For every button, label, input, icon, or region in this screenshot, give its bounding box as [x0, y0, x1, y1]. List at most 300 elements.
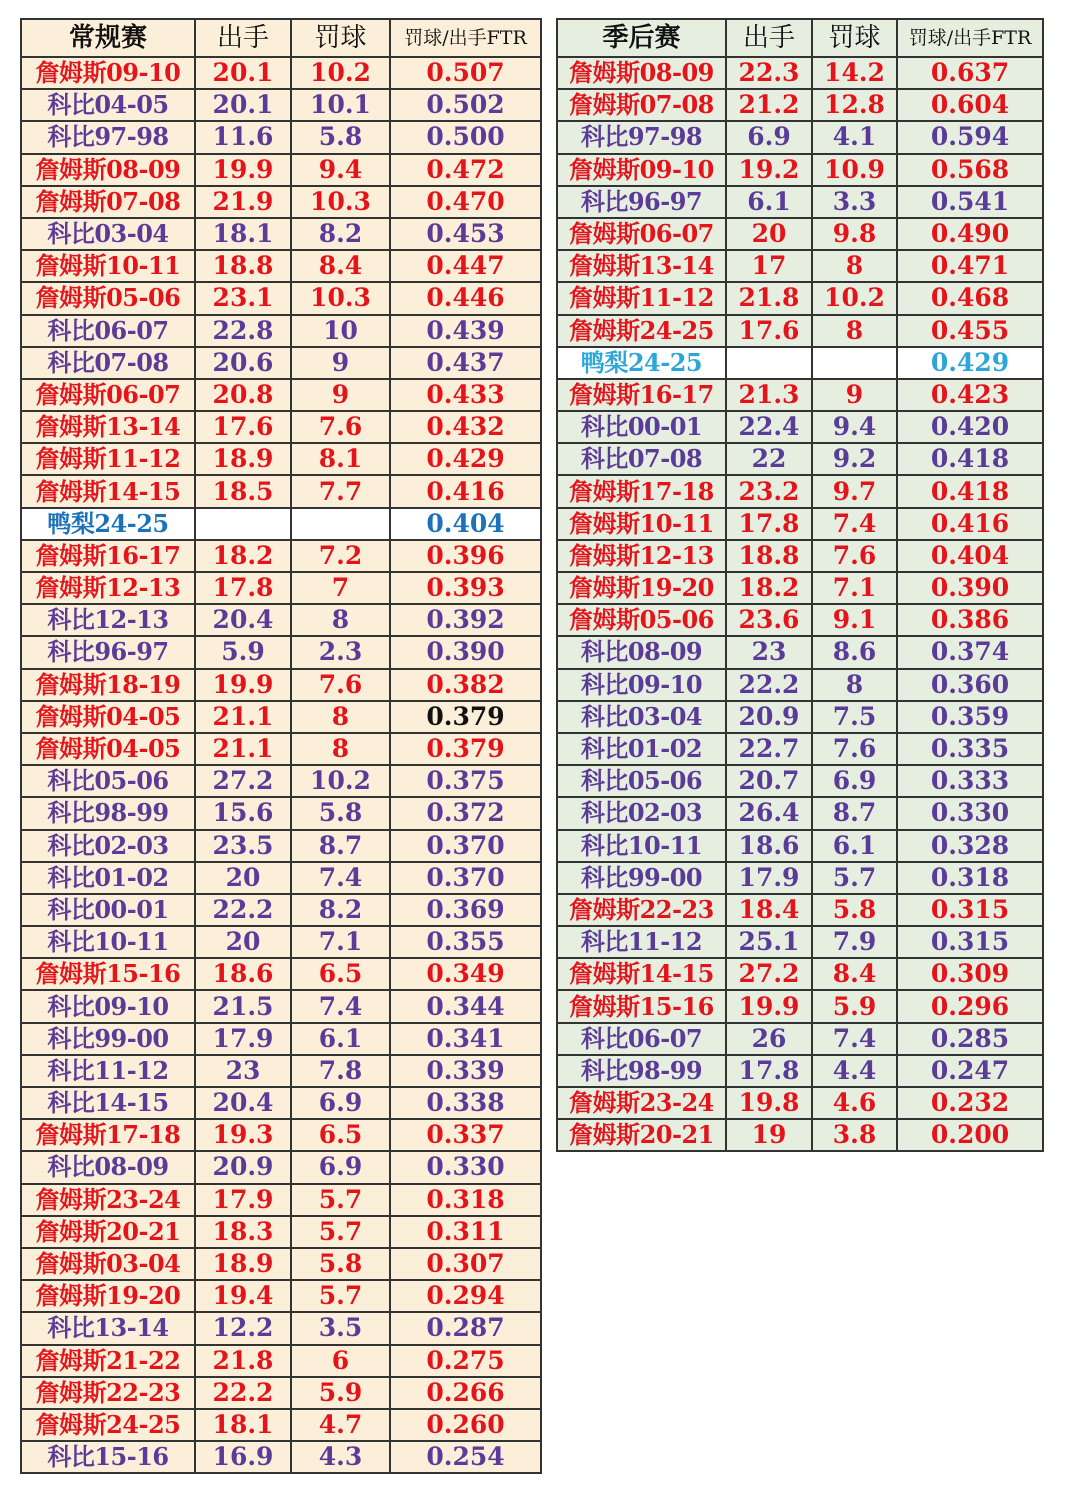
cell-fta: 8 — [812, 315, 897, 347]
cell-fta: 9 — [812, 379, 897, 411]
table-row — [21, 540, 541, 572]
playoffs-table — [556, 18, 1044, 1152]
cell-fga: 18.4 — [726, 894, 812, 926]
cell-player-season: 科比03-04 — [21, 218, 195, 250]
cell-fta: 4.6 — [812, 1087, 897, 1119]
cell-player-season: 科比04-05 — [21, 89, 195, 121]
cell-ftr: 0.335 — [897, 733, 1043, 765]
cell-player-season: 詹姆斯17-18 — [557, 475, 726, 507]
cell-fta: 5.7 — [291, 1184, 390, 1216]
cell-ftr: 0.416 — [390, 475, 541, 507]
cell-ftr: 0.360 — [897, 669, 1043, 701]
cell-player-season: 科比02-03 — [21, 830, 195, 862]
table-row — [21, 1248, 541, 1280]
cell-ftr: 0.437 — [390, 347, 541, 379]
cell-fga: 20.7 — [726, 765, 812, 797]
cell-fga: 19.9 — [195, 154, 291, 186]
cell-ftr: 0.604 — [897, 89, 1043, 121]
cell-ftr: 0.453 — [390, 218, 541, 250]
cell-fga: 18.3 — [195, 1216, 291, 1248]
table-row — [21, 862, 541, 894]
table-row — [557, 797, 1043, 829]
cell-ftr: 0.541 — [897, 186, 1043, 218]
cell-ftr: 0.420 — [897, 411, 1043, 443]
table-row — [21, 797, 541, 829]
cell-ftr: 0.309 — [897, 958, 1043, 990]
table-row — [21, 154, 541, 186]
cell-fta: 6.1 — [291, 1023, 390, 1055]
cell-fga: 17.6 — [726, 315, 812, 347]
cell-ftr: 0.439 — [390, 315, 541, 347]
cell-player-season: 詹姆斯23-24 — [557, 1087, 726, 1119]
cell-fga: 20.1 — [195, 89, 291, 121]
cell-player-season: 科比10-11 — [557, 830, 726, 862]
cell-fta — [812, 347, 897, 379]
cell-ftr: 0.254 — [390, 1441, 541, 1473]
cell-player-season: 科比08-09 — [21, 1151, 195, 1183]
cell-ftr: 0.333 — [897, 765, 1043, 797]
table-row — [557, 733, 1043, 765]
cell-player-season: 詹姆斯22-23 — [21, 1377, 195, 1409]
cell-player-season: 詹姆斯09-10 — [21, 57, 195, 89]
cell-ftr: 0.349 — [390, 958, 541, 990]
cell-fta: 7.1 — [291, 926, 390, 958]
cell-player-season: 科比07-08 — [21, 347, 195, 379]
cell-ftr: 0.502 — [390, 89, 541, 121]
regular-season-table — [20, 18, 542, 1474]
cell-fta: 8 — [812, 669, 897, 701]
cell-fta: 7.6 — [291, 411, 390, 443]
cell-player-season: 詹姆斯11-12 — [557, 282, 726, 314]
cell-ftr: 0.432 — [390, 411, 541, 443]
cell-player-season: 詹姆斯13-14 — [21, 411, 195, 443]
table-row — [21, 1345, 541, 1377]
header-season: 常规赛 — [21, 19, 195, 57]
cell-fga: 6.1 — [726, 186, 812, 218]
cell-player-season: 詹姆斯13-14 — [557, 250, 726, 282]
cell-fga: 17.6 — [195, 411, 291, 443]
cell-fga: 18.9 — [195, 443, 291, 475]
cell-ftr: 0.330 — [897, 797, 1043, 829]
cell-fga: 19.8 — [726, 1087, 812, 1119]
cell-fta: 7.4 — [812, 1023, 897, 1055]
cell-fta: 9.7 — [812, 475, 897, 507]
table-row — [21, 604, 541, 636]
cell-fga: 17.9 — [726, 862, 812, 894]
cell-fga: 18.8 — [195, 250, 291, 282]
table-row — [21, 443, 541, 475]
cell-player-season: 詹姆斯07-08 — [557, 89, 726, 121]
cell-ftr: 0.275 — [390, 1345, 541, 1377]
table-row — [21, 315, 541, 347]
table-row — [21, 958, 541, 990]
table-row — [557, 250, 1043, 282]
table-row — [557, 1023, 1043, 1055]
cell-fga: 19.9 — [195, 669, 291, 701]
cell-fta: 3.8 — [812, 1119, 897, 1151]
cell-fta: 8.7 — [812, 797, 897, 829]
cell-player-season: 科比08-09 — [557, 636, 726, 668]
cell-ftr: 0.330 — [390, 1151, 541, 1183]
cell-ftr: 0.296 — [897, 990, 1043, 1022]
table-row — [21, 411, 541, 443]
cell-fta: 6.9 — [291, 1151, 390, 1183]
cell-fta: 4.3 — [291, 1441, 390, 1473]
cell-ftr: 0.433 — [390, 379, 541, 411]
cell-fga: 20.4 — [195, 604, 291, 636]
cell-player-season: 詹姆斯08-09 — [557, 57, 726, 89]
table-row — [21, 475, 541, 507]
cell-player-season: 科比07-08 — [557, 443, 726, 475]
cell-ftr: 0.285 — [897, 1023, 1043, 1055]
cell-ftr: 0.266 — [390, 1377, 541, 1409]
cell-player-season: 科比05-06 — [21, 765, 195, 797]
cell-player-season: 詹姆斯24-25 — [557, 315, 726, 347]
table-row — [21, 218, 541, 250]
cell-player-season: 科比10-11 — [21, 926, 195, 958]
cell-fga: 20 — [726, 218, 812, 250]
cell-fta: 5.8 — [291, 797, 390, 829]
cell-fga: 21.3 — [726, 379, 812, 411]
cell-fta: 7.1 — [812, 572, 897, 604]
cell-fga: 18.1 — [195, 1409, 291, 1441]
table-row — [557, 830, 1043, 862]
table-row — [21, 1312, 541, 1344]
cell-fta: 9.1 — [812, 604, 897, 636]
table-row — [557, 218, 1043, 250]
cell-fga: 22.2 — [195, 1377, 291, 1409]
cell-ftr: 0.287 — [390, 1312, 541, 1344]
cell-ftr: 0.379 — [390, 733, 541, 765]
cell-ftr: 0.471 — [897, 250, 1043, 282]
cell-fga: 19 — [726, 1119, 812, 1151]
table-row — [557, 154, 1043, 186]
cell-fga: 22 — [726, 443, 812, 475]
cell-fga: 15.6 — [195, 797, 291, 829]
cell-fga: 21.2 — [726, 89, 812, 121]
cell-fta: 7.4 — [291, 862, 390, 894]
cell-player-season: 詹姆斯07-08 — [21, 186, 195, 218]
cell-ftr: 0.315 — [897, 926, 1043, 958]
cell-fga: 22.4 — [726, 411, 812, 443]
table-row — [557, 926, 1043, 958]
cell-fta: 6 — [291, 1345, 390, 1377]
table-row — [557, 958, 1043, 990]
cell-fta: 6.9 — [812, 765, 897, 797]
cell-ftr: 0.232 — [897, 1087, 1043, 1119]
cell-fta: 8.4 — [812, 958, 897, 990]
cell-fta: 7.4 — [291, 990, 390, 1022]
table-row — [557, 862, 1043, 894]
cell-ftr: 0.404 — [897, 540, 1043, 572]
table-row — [21, 669, 541, 701]
cell-player-season: 科比06-07 — [557, 1023, 726, 1055]
cell-ftr: 0.390 — [897, 572, 1043, 604]
header-row — [557, 19, 1043, 57]
table-row — [21, 733, 541, 765]
cell-ftr: 0.393 — [390, 572, 541, 604]
cell-fga: 18.1 — [195, 218, 291, 250]
cell-player-season: 詹姆斯18-19 — [21, 669, 195, 701]
table-row — [21, 1280, 541, 1312]
header-row — [21, 19, 541, 57]
cell-ftr: 0.470 — [390, 186, 541, 218]
cell-fga: 19.3 — [195, 1119, 291, 1151]
cell-fta: 9.4 — [291, 154, 390, 186]
cell-fga: 17.8 — [195, 572, 291, 604]
cell-fga: 18.5 — [195, 475, 291, 507]
cell-fta: 3.3 — [812, 186, 897, 218]
cell-player-season: 科比99-00 — [21, 1023, 195, 1055]
cell-player-season: 詹姆斯15-16 — [21, 958, 195, 990]
cell-fta: 9.2 — [812, 443, 897, 475]
table-row — [557, 604, 1043, 636]
cell-player-season: 科比05-06 — [557, 765, 726, 797]
cell-fga: 27.2 — [726, 958, 812, 990]
cell-player-season: 詹姆斯19-20 — [21, 1280, 195, 1312]
cell-ftr: 0.372 — [390, 797, 541, 829]
cell-ftr: 0.429 — [390, 443, 541, 475]
cell-ftr: 0.375 — [390, 765, 541, 797]
table-row — [21, 1377, 541, 1409]
cell-fga: 20.4 — [195, 1087, 291, 1119]
cell-fta: 8 — [291, 701, 390, 733]
cell-ftr: 0.472 — [390, 154, 541, 186]
cell-fta: 2.3 — [291, 636, 390, 668]
cell-player-season: 科比09-10 — [557, 669, 726, 701]
cell-fga: 18.2 — [195, 540, 291, 572]
cell-ftr: 0.390 — [390, 636, 541, 668]
cell-fga: 21.1 — [195, 733, 291, 765]
header-ftr: 罚球/出手FTR — [897, 19, 1043, 57]
cell-player-season: 詹姆斯20-21 — [557, 1119, 726, 1151]
cell-fga: 6.9 — [726, 121, 812, 153]
cell-player-season: 詹姆斯11-12 — [21, 443, 195, 475]
table-row — [21, 1055, 541, 1087]
cell-ftr: 0.507 — [390, 57, 541, 89]
cell-fta: 5.9 — [291, 1377, 390, 1409]
cell-fga: 20.9 — [195, 1151, 291, 1183]
table-row — [21, 121, 541, 153]
cell-fta: 5.8 — [812, 894, 897, 926]
header-ftr: 罚球/出手FTR — [390, 19, 541, 57]
cell-fta: 7.4 — [812, 508, 897, 540]
cell-fta: 7.8 — [291, 1055, 390, 1087]
table-row — [21, 572, 541, 604]
table-row — [557, 765, 1043, 797]
cell-ftr: 0.369 — [390, 894, 541, 926]
cell-fga: 23.5 — [195, 830, 291, 862]
cell-ftr: 0.315 — [897, 894, 1043, 926]
cell-player-season: 科比15-16 — [21, 1441, 195, 1473]
cell-ftr: 0.200 — [897, 1119, 1043, 1151]
cell-ftr: 0.370 — [390, 830, 541, 862]
cell-fga: 20.1 — [195, 57, 291, 89]
cell-player-season: 詹姆斯08-09 — [21, 154, 195, 186]
cell-fta: 10.2 — [291, 765, 390, 797]
cell-player-season: 詹姆斯20-21 — [21, 1216, 195, 1248]
table-row — [557, 89, 1043, 121]
table-row — [557, 572, 1043, 604]
table-row — [557, 636, 1043, 668]
cell-ftr: 0.339 — [390, 1055, 541, 1087]
cell-fga: 23 — [195, 1055, 291, 1087]
cell-fga: 26 — [726, 1023, 812, 1055]
cell-fta: 7.6 — [291, 669, 390, 701]
cell-ftr: 0.490 — [897, 218, 1043, 250]
cell-fga — [726, 347, 812, 379]
cell-ftr: 0.311 — [390, 1216, 541, 1248]
table-row — [557, 411, 1043, 443]
cell-fga: 26.4 — [726, 797, 812, 829]
cell-ftr: 0.418 — [897, 443, 1043, 475]
cell-ftr: 0.396 — [390, 540, 541, 572]
cell-player-season: 鸭梨24-25 — [557, 347, 726, 379]
cell-fga: 21.5 — [195, 990, 291, 1022]
header-fga: 出手 — [195, 19, 291, 57]
cell-player-season: 詹姆斯23-24 — [21, 1184, 195, 1216]
cell-player-season: 詹姆斯17-18 — [21, 1119, 195, 1151]
cell-fta: 7.2 — [291, 540, 390, 572]
cell-player-season: 科比02-03 — [557, 797, 726, 829]
cell-player-season: 鸭梨24-25 — [21, 508, 195, 540]
cell-fga: 20.9 — [726, 701, 812, 733]
cell-ftr: 0.382 — [390, 669, 541, 701]
cell-player-season: 科比00-01 — [21, 894, 195, 926]
cell-ftr: 0.416 — [897, 508, 1043, 540]
cell-ftr: 0.341 — [390, 1023, 541, 1055]
cell-player-season: 詹姆斯14-15 — [21, 475, 195, 507]
table-row — [21, 282, 541, 314]
cell-fta: 12.8 — [812, 89, 897, 121]
cell-fga: 16.9 — [195, 1441, 291, 1473]
cell-ftr: 0.374 — [897, 636, 1043, 668]
cell-player-season: 詹姆斯10-11 — [21, 250, 195, 282]
cell-fta: 8 — [291, 604, 390, 636]
header-fga: 出手 — [726, 19, 812, 57]
cell-fta: 5.7 — [291, 1280, 390, 1312]
cell-ftr: 0.423 — [897, 379, 1043, 411]
cell-player-season: 詹姆斯09-10 — [557, 154, 726, 186]
cell-player-season: 詹姆斯04-05 — [21, 733, 195, 765]
cell-fga: 17.8 — [726, 508, 812, 540]
cell-ftr: 0.337 — [390, 1119, 541, 1151]
table-row — [557, 894, 1043, 926]
cell-player-season: 詹姆斯05-06 — [557, 604, 726, 636]
cell-fga: 22.7 — [726, 733, 812, 765]
cell-fga: 5.9 — [195, 636, 291, 668]
cell-player-season: 科比01-02 — [21, 862, 195, 894]
cell-fta: 8.1 — [291, 443, 390, 475]
cell-fga: 17.9 — [195, 1023, 291, 1055]
cell-fta — [291, 508, 390, 540]
cell-fta: 7.5 — [812, 701, 897, 733]
cell-fga: 21.8 — [195, 1345, 291, 1377]
cell-fga: 18.6 — [195, 958, 291, 990]
cell-ftr: 0.260 — [390, 1409, 541, 1441]
cell-fta: 5.7 — [291, 1216, 390, 1248]
cell-fta: 9.8 — [812, 218, 897, 250]
table-row — [557, 282, 1043, 314]
cell-ftr: 0.568 — [897, 154, 1043, 186]
cell-fta: 10.2 — [291, 57, 390, 89]
cell-player-season: 詹姆斯14-15 — [557, 958, 726, 990]
cell-fga: 18.6 — [726, 830, 812, 862]
cell-player-season: 科比11-12 — [557, 926, 726, 958]
cell-fta: 4.1 — [812, 121, 897, 153]
table-row — [557, 315, 1043, 347]
cell-fga: 21.1 — [195, 701, 291, 733]
cell-player-season: 詹姆斯10-11 — [557, 508, 726, 540]
cell-player-season: 科比12-13 — [21, 604, 195, 636]
table-row — [21, 508, 541, 540]
cell-player-season: 詹姆斯05-06 — [21, 282, 195, 314]
cell-fta: 10.1 — [291, 89, 390, 121]
cell-player-season: 科比99-00 — [557, 862, 726, 894]
cell-fta: 10.9 — [812, 154, 897, 186]
table-row — [21, 250, 541, 282]
cell-player-season: 詹姆斯04-05 — [21, 701, 195, 733]
table-row — [21, 636, 541, 668]
table-row — [21, 57, 541, 89]
table-row — [557, 1119, 1043, 1151]
cell-player-season: 詹姆斯16-17 — [21, 540, 195, 572]
header-fta: 罚球 — [812, 19, 897, 57]
cell-fta: 7.6 — [812, 540, 897, 572]
cell-ftr: 0.594 — [897, 121, 1043, 153]
table-row — [557, 990, 1043, 1022]
cell-player-season: 科比06-07 — [21, 315, 195, 347]
cell-player-season: 詹姆斯06-07 — [21, 379, 195, 411]
cell-fga: 20 — [195, 926, 291, 958]
table-row — [21, 1023, 541, 1055]
table-row — [21, 89, 541, 121]
table-row — [21, 701, 541, 733]
table-row — [21, 1409, 541, 1441]
cell-ftr: 0.500 — [390, 121, 541, 153]
cell-fta: 8 — [291, 733, 390, 765]
table-row — [21, 926, 541, 958]
cell-fta: 4.4 — [812, 1055, 897, 1087]
cell-player-season: 科比00-01 — [557, 411, 726, 443]
table-row — [557, 1087, 1043, 1119]
table-row — [557, 186, 1043, 218]
cell-fta: 7.6 — [812, 733, 897, 765]
cell-ftr: 0.294 — [390, 1280, 541, 1312]
cell-ftr: 0.370 — [390, 862, 541, 894]
cell-fga: 22.8 — [195, 315, 291, 347]
cell-fta: 10 — [291, 315, 390, 347]
cell-player-season: 科比97-98 — [21, 121, 195, 153]
cell-fga: 20 — [195, 862, 291, 894]
cell-fga: 25.1 — [726, 926, 812, 958]
cell-ftr: 0.344 — [390, 990, 541, 1022]
cell-ftr: 0.468 — [897, 282, 1043, 314]
cell-fga: 22.2 — [195, 894, 291, 926]
header-fta: 罚球 — [291, 19, 390, 57]
cell-fga: 20.6 — [195, 347, 291, 379]
cell-fta: 6.9 — [291, 1087, 390, 1119]
table-row — [557, 508, 1043, 540]
cell-player-season: 詹姆斯16-17 — [557, 379, 726, 411]
cell-ftr: 0.446 — [390, 282, 541, 314]
cell-fta: 6.5 — [291, 958, 390, 990]
cell-fga: 17.9 — [195, 1184, 291, 1216]
cell-ftr: 0.307 — [390, 1248, 541, 1280]
cell-fta: 5.8 — [291, 121, 390, 153]
cell-fta: 9 — [291, 379, 390, 411]
cell-fta: 6.1 — [812, 830, 897, 862]
